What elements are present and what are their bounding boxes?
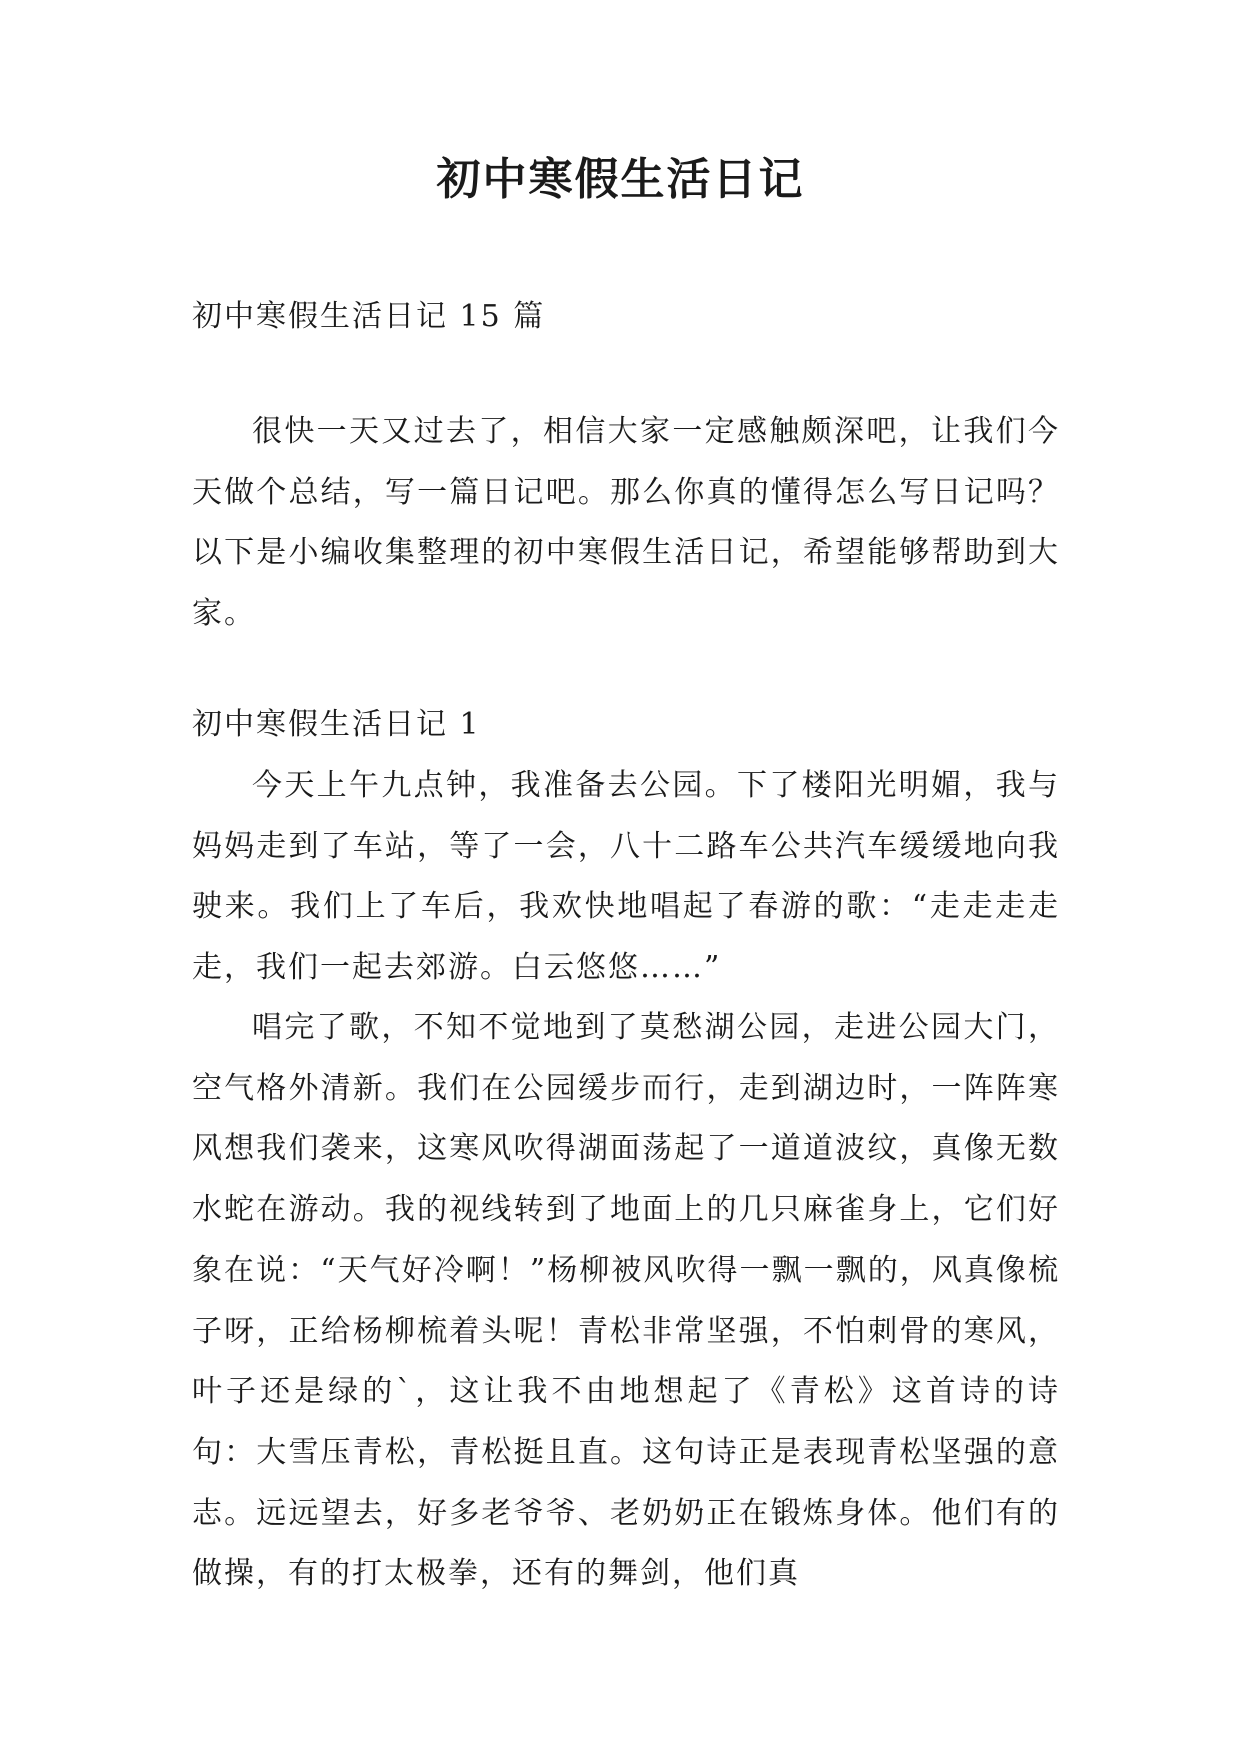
document-subtitle: 初中寒假生活日记 15 篇 bbox=[192, 299, 546, 334]
section-heading: 初中寒假生活日记 1 bbox=[192, 707, 481, 742]
body-paragraph: 唱完了歌，不知不觉地到了莫愁湖公园，走进公园大门，空气格外清新。我们在公园缓步而行，走到湖边时，一阵阵寒风想我们袭来，这寒风吹得湖面荡起了一道道波纹，真像无数水蛇在游动。我的视线转到了地面上的几只麻雀身上，它们好象在说：“天气好冷啊！”杨柳被风吹得一飘一飘的，风真像梳子呀，正给杨柳梳着头呢！青松非常坚强，不怕刺骨的寒风，叶子还是绿的`，这让我不由地想起了《青松》这首诗的诗句：大雪压青松，青松挺且直。这句诗正是表现青松坚强的意志。远远望去，好多老爷爷、老奶奶正在锻炼身体。他们有的做操，有的打太极拳，还有的舞剑，他们真 bbox=[192, 1010, 1060, 1592]
intro-paragraph: 很快一天又过去了，相信大家一定感触颇深吧，让我们今天做个总结，写一篇日记吧。那么你真的懂得怎么写日记吗？以下是小编收集整理的初中寒假生活日记，希望能够帮助到大家。 bbox=[192, 414, 1060, 632]
body-paragraph: 今天上午九点钟，我准备去公园。下了楼阳光明媚，我与妈妈走到了车站，等了一会，八十二路车公共汽车缓缓地向我驶来。我们上了车后，我欢快地唱起了春游的歌：“走走走走走，我们一起去郊游。白云悠悠……” bbox=[192, 768, 1060, 986]
document-title: 初中寒假生活日记 bbox=[436, 154, 805, 205]
